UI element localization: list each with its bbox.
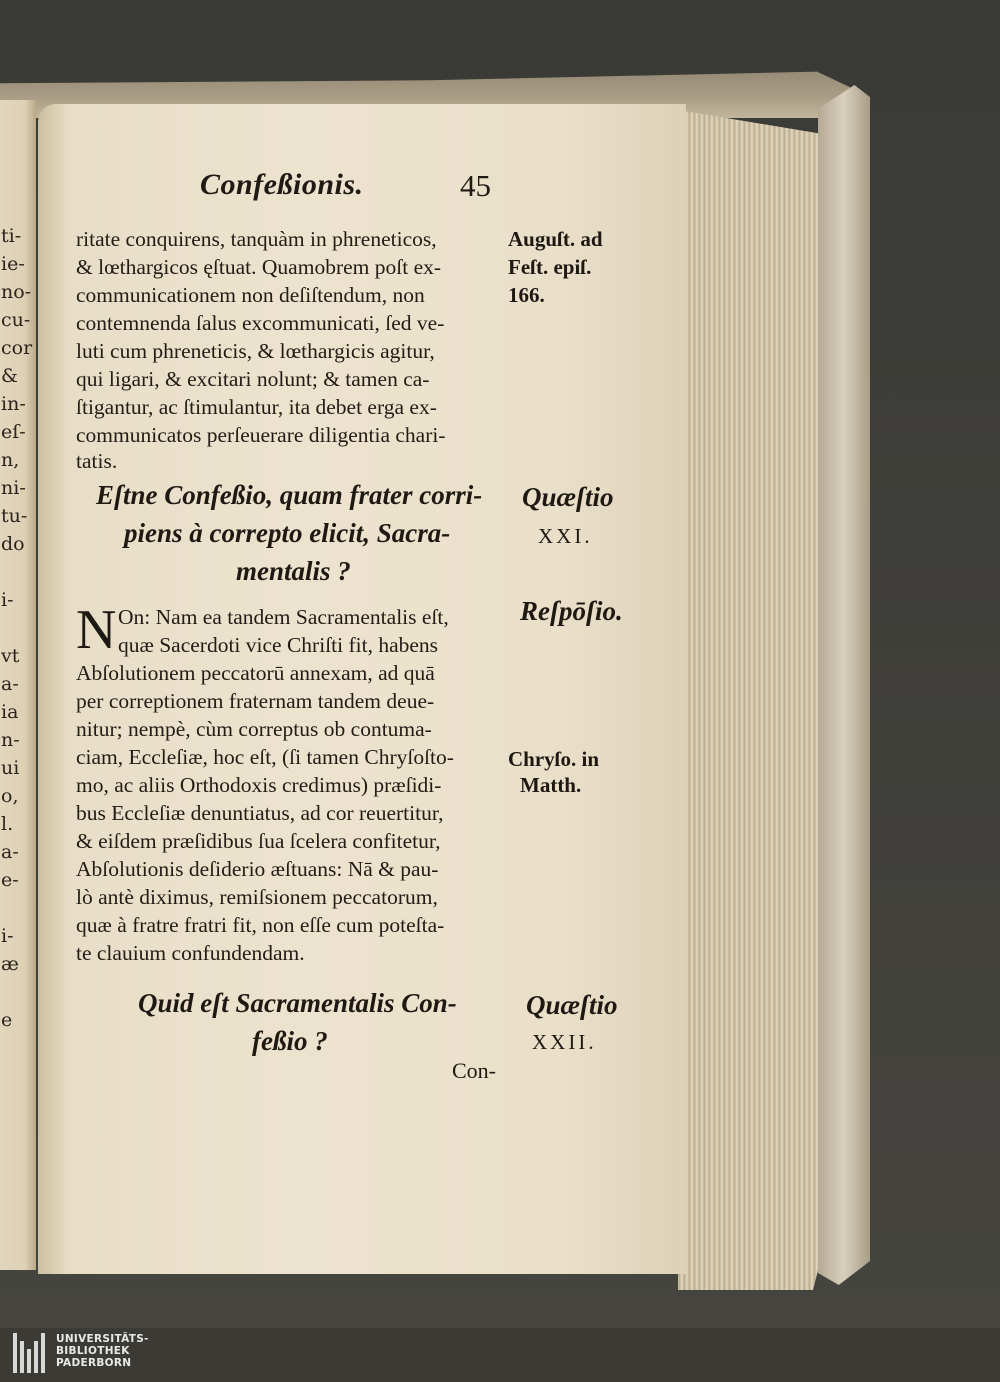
body-line: per correptionem fraternam tandem deue- — [76, 689, 435, 713]
left-page-fragment: l. — [1, 813, 14, 835]
left-page-fragment: æ — [1, 953, 19, 975]
running-head: Confeßionis. — [200, 168, 364, 201]
body-line: quæ Sacerdoti vice Chriſti fit, habens — [118, 633, 439, 657]
question-heading: Quid eſt Sacramentalis Con- — [138, 988, 457, 1018]
body-line: communicatos perſeuerare diligentia chari- — [76, 423, 446, 447]
institution-line: BIBLIOTHEK — [56, 1345, 130, 1357]
body-line: lò antè diximus, remiſsionem peccatorum, — [76, 885, 438, 909]
institution-line: UNIVERSITÄTS- — [56, 1333, 149, 1345]
body-line: & lœthargicos ęſtuat. Quamobrem poſt ex- — [76, 255, 442, 279]
question-heading: feßio ? — [252, 1026, 328, 1056]
left-page-fragment: n- — [1, 729, 20, 751]
left-page-fragment: ni- — [1, 477, 26, 499]
left-page-fragment: vt — [1, 645, 20, 667]
left-page-fragment: ia — [1, 701, 19, 723]
drop-capital: N — [76, 599, 117, 661]
question-label: Quæſtio — [522, 482, 614, 512]
body-line: ritate conquirens, tanquàm in phreneticos, — [76, 227, 437, 251]
left-page-fragment: & — [1, 365, 18, 387]
question-heading: mentalis ? — [236, 556, 351, 586]
body-line: ciam, Eccleſiæ, hoc eſt, (ſi tamen Chryſoſto- — [76, 745, 454, 769]
margin-note: Chryſo. in — [508, 747, 600, 771]
question-heading: Eſtne Confeßio, quam frater corri- — [96, 480, 483, 510]
body-line: ſtigantur, ac ſtimulantur, ita debet erga ex- — [76, 395, 437, 419]
body-line: qui ligari, & excitari nolunt; & tamen ca- — [76, 367, 430, 391]
left-page-fragment: a- — [1, 673, 19, 695]
left-page-edge — [0, 100, 36, 1270]
body-line: Abſolutionem peccatorū annexam, ad quā — [76, 661, 435, 685]
left-page-fragment: do — [1, 533, 25, 555]
left-page-fragment: i- — [1, 589, 14, 611]
footer-bar — [0, 1328, 1000, 1382]
question-heading: piens à correpto elicit, Sacra- — [124, 518, 451, 548]
question-label: Quæſtio — [526, 990, 618, 1020]
body-line: contemnenda ſalus excommunicati, ſed ve- — [76, 311, 445, 335]
body-line: mo, ac aliis Orthodoxis credimus) præſidi- — [76, 773, 442, 797]
question-number: XXI. — [538, 524, 593, 548]
left-page-fragment: a- — [1, 841, 19, 863]
body-line: quæ à fratre fratri fit, non eſſe cum poteſta- — [76, 913, 445, 937]
left-page-fragment: n, — [1, 449, 20, 471]
left-page-fragment: o, — [1, 785, 19, 807]
left-page-fragment: tu- — [1, 505, 28, 527]
left-page-fragment: cor — [1, 337, 33, 359]
response-label: Reſpōſio. — [520, 596, 623, 626]
library-logo-icon — [13, 1333, 49, 1373]
left-page-fragment: ti- — [1, 225, 22, 247]
left-page-fragment: cu- — [1, 309, 31, 331]
left-page-fragment: e — [1, 1009, 13, 1031]
body-line: luti cum phreneticis, & lœthargicis agitur, — [76, 339, 435, 363]
body-line: nitur; nempè, cùm correptus ob contuma- — [76, 717, 432, 741]
page-stack — [678, 110, 828, 1290]
left-page-fragment: ui — [1, 757, 20, 779]
book-cover-right — [818, 85, 870, 1285]
left-page-fragment: in- — [1, 393, 26, 415]
page-number: 45 — [460, 168, 491, 203]
body-line: On: Nam ea tandem Sacramentalis eſt, — [118, 605, 449, 629]
body-line: communicationem non deſiſtendum, non — [76, 283, 425, 307]
body-line: Abſolutionis deſiderio æſtuans: Nā & pau- — [76, 857, 439, 881]
body-line: tatis. — [76, 449, 118, 473]
body-line: & eiſdem præſidibus ſua ſcelera confitetur, — [76, 829, 441, 853]
left-page-fragment: e- — [1, 869, 19, 891]
left-page-fragment: no- — [1, 281, 32, 303]
body-line: bus Eccleſiæ denuntiatus, ad cor reuertitur, — [76, 801, 444, 825]
margin-note: Matth. — [520, 773, 582, 797]
catchword: Con- — [452, 1058, 496, 1083]
question-number: XXII. — [532, 1030, 597, 1054]
institution-line: PADERBORN — [56, 1357, 132, 1369]
left-page-fragment: i- — [1, 925, 14, 947]
margin-note: Auguſt. ad — [508, 227, 603, 251]
left-page-fragment: eſ- — [1, 421, 26, 443]
left-page-fragment: ie- — [1, 253, 25, 275]
body-line: te clauium confundendam. — [76, 941, 305, 965]
margin-note: Feſt. epiſ. — [508, 255, 592, 279]
margin-note: 166. — [508, 283, 545, 307]
